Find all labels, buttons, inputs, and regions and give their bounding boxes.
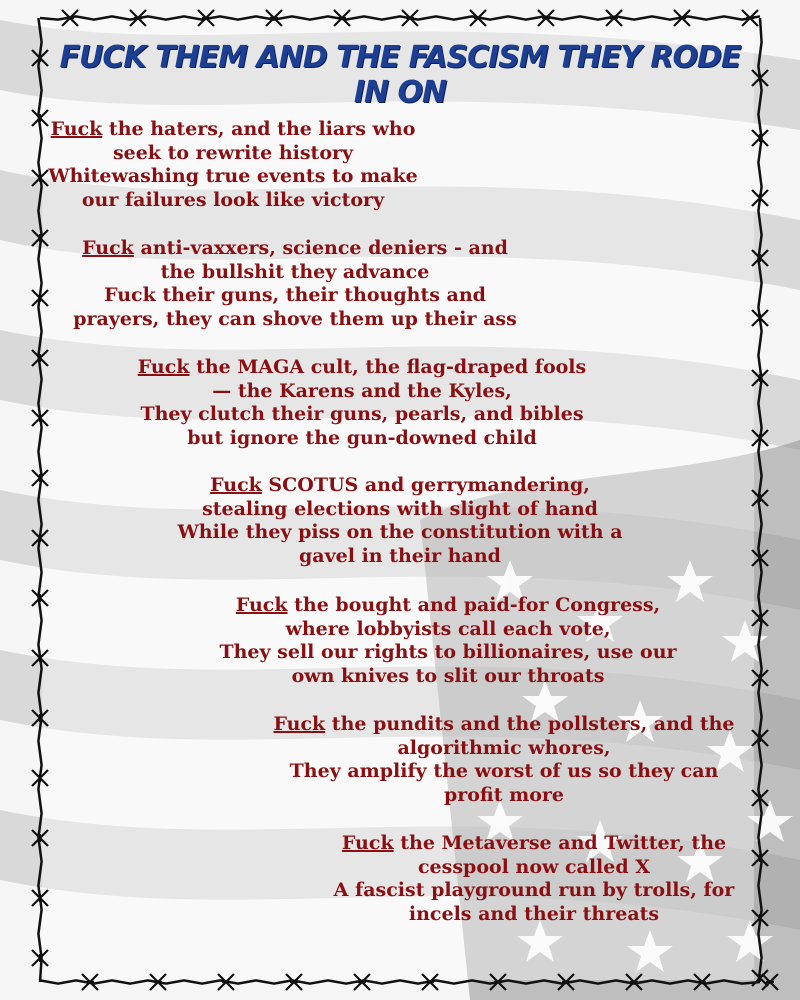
stanza-line: While they piss on the constitution with a — [177, 521, 623, 543]
stanza-line: our failures look like victory — [81, 188, 385, 211]
stanza-line: A fascist playground run by trolls, for — [333, 879, 735, 901]
stanza-line: They sell our rights to billionaires, use our — [219, 641, 677, 663]
stanza-4 — [160, 474, 640, 568]
stanza-line: prayers, they can shove them up their ass — [73, 307, 517, 330]
stanza-line: Fuck their guns, their thoughts and — [104, 284, 486, 306]
stanza-line — [160, 474, 640, 498]
stanza-line: They amplify the worst of us so they can — [289, 760, 719, 782]
stanza-lead-word: Fuck — [82, 237, 134, 259]
stanza-lead-word: Fuck — [235, 594, 288, 616]
page-title: FUCK THEM AND THE FASCISM THEY RODE IN ON — [59, 40, 741, 110]
stanza-first-line-text: the Metaverse and Twitter, the — [393, 832, 727, 854]
stanza-line: profit more — [443, 783, 565, 806]
stanza-first-line-text: anti-vaxxers, science deniers - and — [133, 237, 508, 259]
stanza-line: the bullshit they advance — [160, 260, 430, 283]
stanza-first-line-text: the haters, and the liars who — [102, 118, 416, 140]
stanza-3 — [122, 356, 602, 450]
stanza-line — [294, 832, 774, 856]
stanza-line: cesspool now called X — [417, 855, 651, 878]
stanza-first-line-text: SCOTUS and gerrymandering, — [261, 474, 590, 496]
stanza-line: Whitewashing true events to make — [48, 165, 418, 187]
stanza-line: — the Karens and the Kyles, — [212, 379, 512, 402]
stanza-6 — [264, 713, 744, 807]
stanza-line — [208, 594, 688, 618]
stanza-1 — [0, 118, 473, 212]
stanza-line: incels and their threats — [408, 902, 660, 925]
stanza-line: but ignore the gun-downed child — [187, 426, 537, 449]
stanza-line: algorithmic whores, — [397, 736, 611, 759]
stanza-lead-word: Fuck — [210, 474, 262, 496]
stanza-line — [122, 356, 602, 380]
stanza-lead-word: Fuck — [137, 356, 190, 378]
stanza-line — [0, 118, 473, 142]
stanza-line: gavel in their hand — [299, 544, 501, 567]
stanza-line: own knives to slit our throats — [291, 664, 605, 687]
stanza-first-line-text: the pundits and the pollsters, and the — [325, 713, 735, 735]
stanza-2 — [55, 237, 535, 331]
stanza-7 — [294, 832, 774, 926]
stanza-first-line-text: the bought and paid-for Congress, — [287, 594, 661, 616]
stanza-lead-word: Fuck — [273, 713, 326, 735]
stanza-lead-word: Fuck — [50, 118, 103, 140]
stanza-first-line-text: the MAGA cult, the flag-draped fools — [189, 356, 587, 378]
stanza-line — [264, 713, 744, 737]
stanza-line — [55, 237, 535, 261]
stanza-line: stealing elections with slight of hand — [202, 497, 598, 520]
stanza-line: where lobbyists call each vote, — [285, 617, 611, 640]
stanza-line: seek to rewrite history — [112, 141, 354, 164]
stanza-line: They clutch their guns, pearls, and bibles — [140, 403, 584, 425]
stanza-5 — [208, 594, 688, 688]
stanza-lead-word: Fuck — [341, 832, 394, 854]
